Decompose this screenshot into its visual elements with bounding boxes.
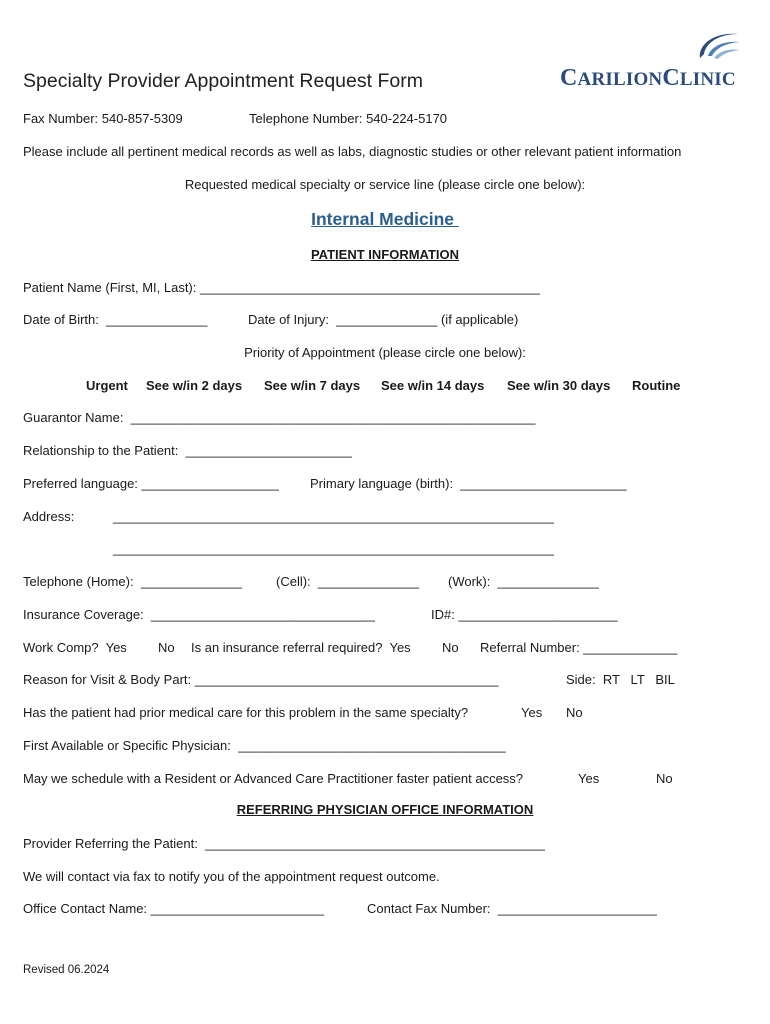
contact-note: We will contact via fax to notify you of the appointment request outcome.: [23, 869, 440, 884]
priority-option-14-days[interactable]: See w/in 14 days: [381, 378, 485, 393]
address-line-1[interactable]: _____________________________________________________________: [113, 509, 555, 524]
work-comp-no[interactable]: No: [158, 640, 175, 655]
primary-language-field[interactable]: Primary language (birth): _______________________: [310, 476, 627, 491]
logo-wordmark: CARILIONCLINIC: [560, 65, 736, 91]
insurance-id-field[interactable]: ID#: ______________________: [431, 607, 618, 622]
address-label: Address:: [23, 509, 75, 524]
side-options[interactable]: Side: RT LT BIL: [566, 672, 675, 687]
patient-information-header: PATIENT INFORMATION: [310, 247, 460, 262]
provider-referring-field[interactable]: Provider Referring the Patient: _______________________________________________: [23, 836, 545, 851]
prior-care-no[interactable]: No: [566, 705, 583, 720]
telephone-home-field[interactable]: Telephone (Home): ______________: [23, 574, 243, 589]
prior-care-yes[interactable]: Yes: [521, 705, 543, 720]
revision-date: Revised 06.2024: [23, 964, 110, 976]
prior-care-question: Has the patient had prior medical care for this problem in the same specialty?: [23, 705, 469, 720]
form-title: Specialty Provider Appointment Request Form: [23, 70, 423, 92]
resident-question: May we schedule with a Resident or Advanced Care Practitioner faster patient access?: [23, 771, 524, 786]
reason-for-visit-field[interactable]: Reason for Visit & Body Part: __________________________________________: [23, 672, 499, 687]
logo-swoosh-icon: [694, 28, 742, 64]
fax-number: Fax Number: 540-857-5309: [23, 111, 183, 126]
referral-required-no[interactable]: No: [442, 640, 459, 655]
telephone-cell-field[interactable]: (Cell): ______________: [276, 574, 420, 589]
guarantor-name-field[interactable]: Guarantor Name: ________________________________________________________: [23, 410, 536, 425]
address-line-2[interactable]: _____________________________________________________________: [113, 541, 555, 556]
priority-prompt: Priority of Appointment (please circle one below):: [244, 345, 526, 360]
instructions: Please include all pertinent medical records as well as labs, diagnostic studies or other relevant patient information: [23, 144, 682, 159]
insurance-coverage-field[interactable]: Insurance Coverage: _______________________________: [23, 607, 376, 622]
resident-yes[interactable]: Yes: [578, 771, 600, 786]
work-comp-yes[interactable]: Work Comp? Yes: [23, 640, 127, 655]
priority-option-urgent[interactable]: Urgent: [86, 378, 128, 393]
office-contact-name-field[interactable]: Office Contact Name: ________________________: [23, 901, 325, 916]
priority-option-2-days[interactable]: See w/in 2 days: [146, 378, 243, 393]
carilion-clinic-logo: [558, 28, 743, 98]
priority-option-30-days[interactable]: See w/in 30 days: [507, 378, 611, 393]
date-of-birth-field[interactable]: Date of Birth: ______________: [23, 312, 208, 327]
requested-specialty: Internal Medicine: [311, 209, 459, 229]
preferred-language-field[interactable]: Preferred language: ___________________: [23, 476, 279, 491]
patient-name-field[interactable]: Patient Name (First, MI, Last): _______________________________________________: [23, 280, 540, 295]
referral-number-field[interactable]: Referral Number: _____________: [480, 640, 678, 655]
specialty-prompt: Requested medical specialty or service line (please circle one below):: [184, 177, 586, 192]
priority-option-routine[interactable]: Routine: [632, 378, 681, 393]
referral-required-yes[interactable]: Is an insurance referral required? Yes: [191, 640, 411, 655]
priority-option-7-days[interactable]: See w/in 7 days: [264, 378, 361, 393]
telephone-work-field[interactable]: (Work): ______________: [448, 574, 599, 589]
contact-fax-number-field[interactable]: Contact Fax Number: ______________________: [367, 901, 657, 916]
relationship-field[interactable]: Relationship to the Patient: _______________________: [23, 443, 352, 458]
first-available-physician-field[interactable]: First Available or Specific Physician: _____________________________________: [23, 738, 506, 753]
telephone-number: Telephone Number: 540-224-5170: [249, 111, 448, 126]
referring-physician-header: REFERRING PHYSICIAN OFFICE INFORMATION: [236, 802, 534, 817]
resident-no[interactable]: No: [656, 771, 673, 786]
date-of-injury-field[interactable]: Date of Injury: ______________ (if applicable): [248, 312, 519, 327]
